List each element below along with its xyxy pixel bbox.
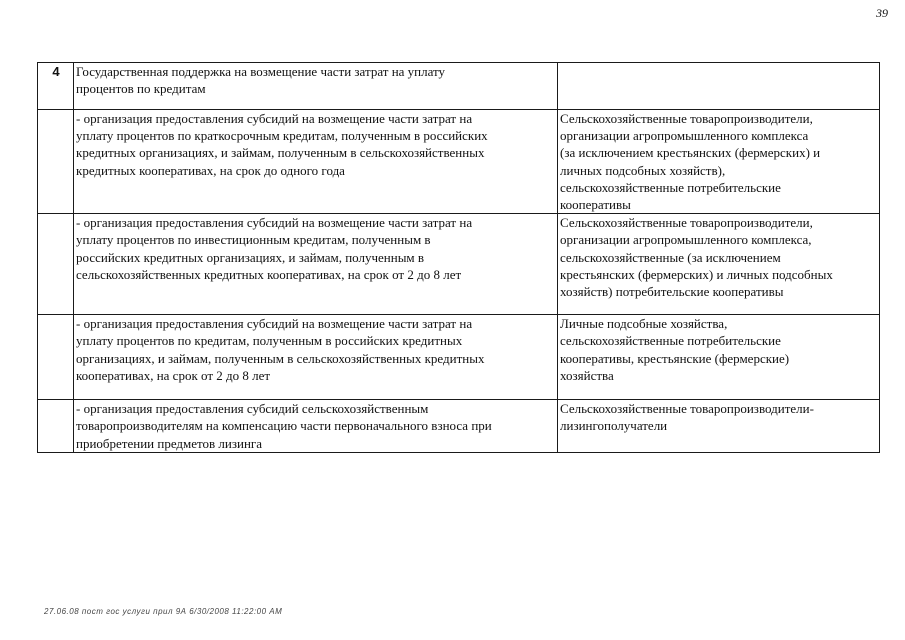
recipients: Сельскохозяйственные товаропроизводители, организации агропромышленного комплекса (за исключением крестьянских (фермерских) и личных подсобных хозяйств), сельскохозяйственные потребительские кооперативы <box>558 110 880 214</box>
measure-description: - организация предоставления субсидий сельскохозяйственным товаропроизводителям на компенсацию части первоначального взноса при приобретении предметов лизинга <box>74 400 558 453</box>
subsidy-table <box>37 62 880 453</box>
number-cell <box>38 315 74 400</box>
recipients: Сельскохозяйственные товаропроизводители, организации агропромышленного комплекса, сельскохозяйственные (за исключением крестьянских (фермерских) и личных подсобных хозяйств) потребительские кооперативы <box>558 214 880 315</box>
number-cell <box>38 214 74 315</box>
recipients: Сельскохозяйственные товаропроизводители- лизингополучатели <box>558 400 880 453</box>
recipients: Личные подсобные хозяйства, сельскохозяйственные потребительские кооперативы, крестьянские (фермерские) хозяйства <box>558 315 880 400</box>
section-number: 4 <box>38 63 74 110</box>
table-row <box>38 110 880 214</box>
measure-description: - организация предоставления субсидий на возмещение части затрат на уплату процентов по кредитам, полученным в российских кредитных организациях, и займам, полученным в сельскохозяйственных кредитных кооперативах, на срок от 2 до 8 лет <box>74 315 558 400</box>
table-row <box>38 214 880 315</box>
page-number: 39 <box>876 6 888 20</box>
number-cell <box>38 110 74 214</box>
table-row <box>38 400 880 453</box>
measure-description: - организация предоставления субсидий на возмещение части затрат на уплату процентов по инвестиционным кредитам, полученным в российских кредитных организациях, и займам, полученным в сельскохозяйственных кредитных кооперативах, на срок от 2 до 8 лет <box>74 214 558 315</box>
number-cell <box>38 400 74 453</box>
footer-file-stamp: 27.06.08 пост гос услуги прил 9А 6/30/2008 11:22:00 AM <box>44 607 283 616</box>
section-title: Государственная поддержка на возмещение части затрат на уплату процентов по кредитам <box>74 63 558 110</box>
section-header-row <box>38 63 880 110</box>
section-recipients-cell <box>558 63 880 110</box>
measure-description: - организация предоставления субсидий на возмещение части затрат на уплату процентов по краткосрочным кредитам, полученным в российских кредитных организациях, и займам, полученным в сельскохозяйственных кредитных кооперативах, на срок до одного года <box>74 110 558 214</box>
table-row <box>38 315 880 400</box>
